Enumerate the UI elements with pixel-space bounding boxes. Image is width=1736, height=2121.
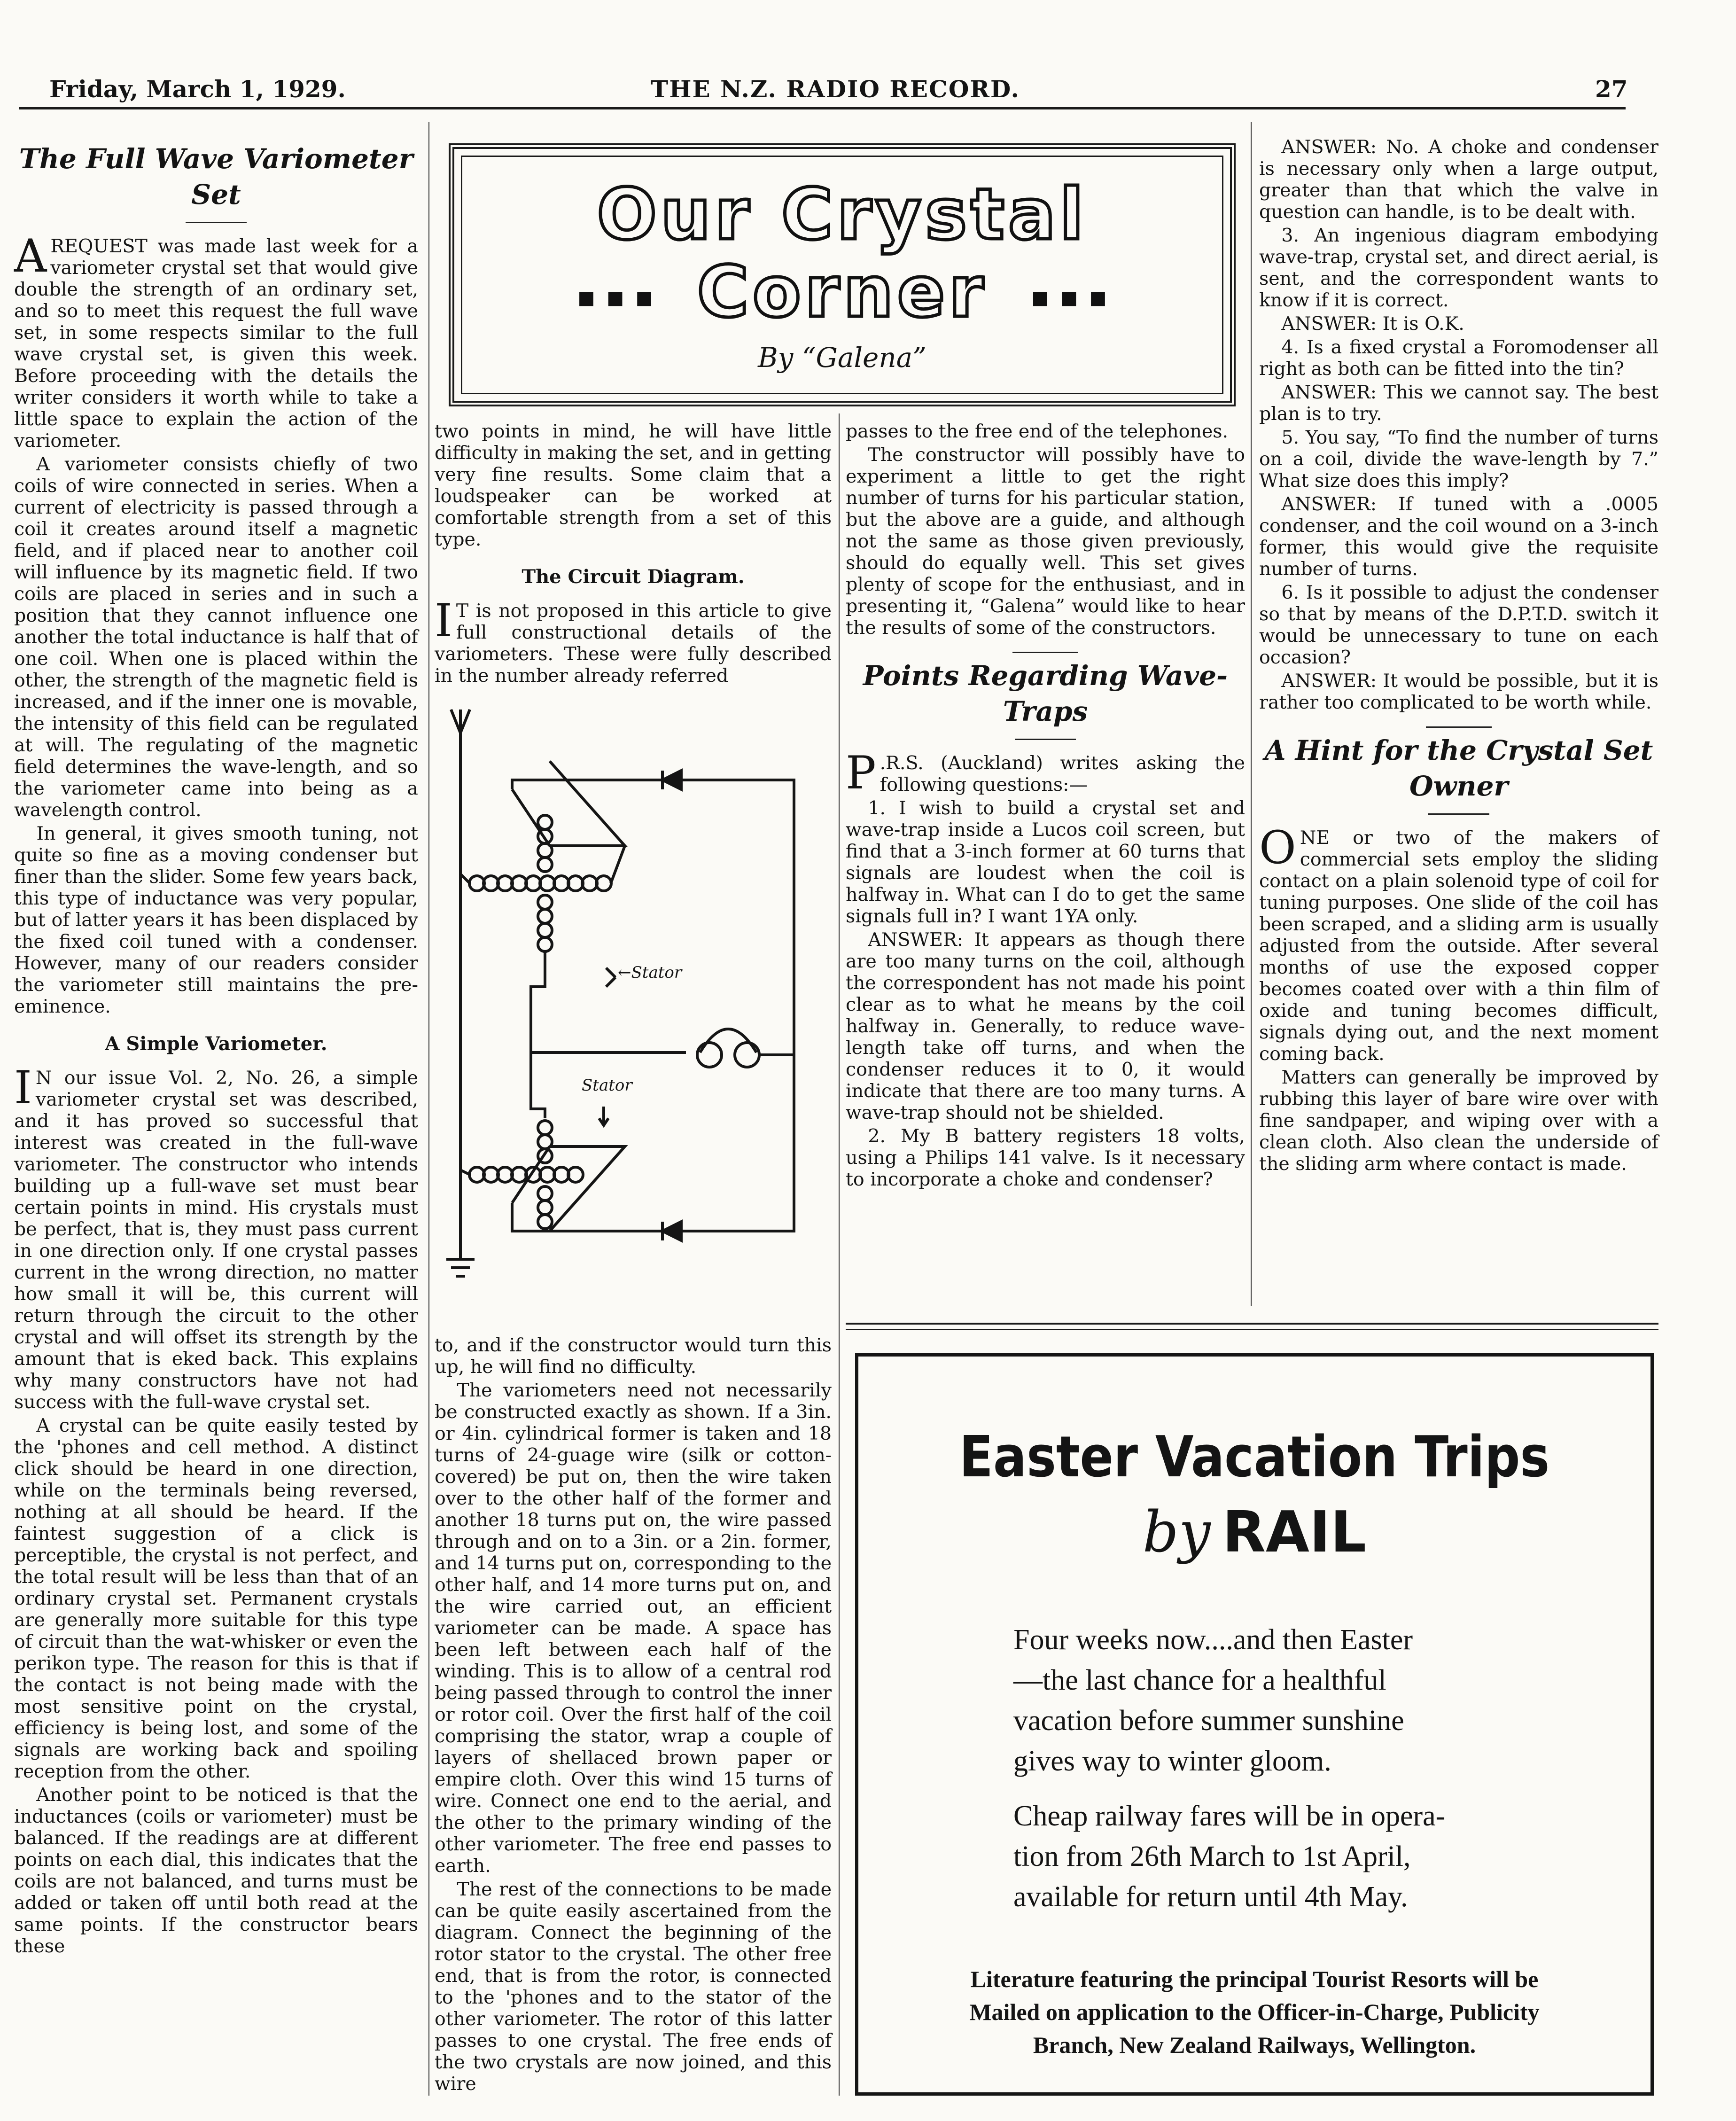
banner-title-line1: Our Crystal [597, 174, 1088, 256]
label-arrow-top [606, 968, 615, 987]
stator-coil-top [469, 876, 611, 891]
paragraph: passes to the free end of the telephones. [846, 421, 1229, 442]
column-divider [1251, 122, 1252, 1306]
section-rule [1012, 652, 1078, 653]
rail-advertisement [855, 1353, 1654, 2096]
paragraph: ANSWER: It is O.K. [1281, 313, 1464, 335]
paragraph: 6. Is it possible to adjust the condenser so that by means of the D.P.T.D. switch it would be unnecessary to tune on each occasion? [1259, 582, 1658, 668]
paragraph: two points in mind, he will have little difficulty in making the set, and in getting very fine results. Some claim that a loudspeaker can be worked at comfortable strength from a set of this type. [435, 421, 832, 550]
circuit-wire [531, 1006, 686, 1053]
issue-date: Friday, March 1, 1929. [49, 75, 346, 103]
column-2-bottom [435, 1334, 832, 2097]
paragraph: 1. I wish to build a crystal set and wave-trap inside a Lucos coil screen, but find that a 3-inch former at 60 turns that signals are loudest when the coil is halfway in. What can I do to get the same signals full in? I want 1YA only. [846, 797, 1245, 927]
paragraph: 2. My B battery registers 18 volts, using a Philips 141 valve. Is it necessary to incorporate a choke and condenser? [846, 1125, 1245, 1190]
circuit-wire [512, 780, 794, 1231]
banner-ornament-right: ▪ ▪ ▪ [1030, 280, 1108, 313]
heading-rule [1428, 813, 1489, 815]
ad-headline: Easter Vacation Trips [959, 1425, 1550, 1490]
crystal-top [662, 771, 681, 789]
crystal-bottom [662, 1222, 681, 1240]
column-4 [1259, 136, 1658, 1177]
coil-frame-top [512, 761, 625, 846]
paragraph: A variometer consists chiefly of two coils of wire connected in series. When a current of electricity is passed through a coil it creates around itself a magnetic field, and if placed near to another coil will influence by its magnetic field. If two coils are placed in series and in such a position that they cannot influence one another the total inductance is half that of one coil. When one is placed within the other, the strength of the magnetic field is increased, and if the inner one is movable, the intensity of this field can be regulated at will. The regulating of the magnetic field determines the wave-length, and so the variometer came into being as a wavelength control. [14, 453, 418, 821]
paragraph: ANSWER: If tuned with a .0005 condenser, and the coil wound on a 3-inch former, this would give the requisite number of turns. [1259, 493, 1658, 580]
ad-separator-rule [846, 1323, 1658, 1325]
paragraph: ANSWER: It appears as though there are too many turns on the coil, although the correspondent has not made his point clear as to what he means by the coil halfway in. Generally, to reduce wave-length take off turns, and when the condenser reduces it to 0, it would indicate that there are too many turns. A wave-trap should not be shielded. [846, 929, 1245, 1123]
paragraph: AREQUEST was made last week for a variometer crystal set that would give double the strength of an ordinary set, and so to meet this request the full wave set, in some respects similar to the full wave crystal set, is given this week. Before proceeding with the details the writer considers it worth while to take a little space to explain the action of the variometer. [14, 230, 418, 452]
paragraph: ANSWER: It would be possible, but it is rather too complicated to be worth while. [1259, 670, 1658, 713]
banner-box [449, 143, 1236, 406]
label-arrow-bottom [599, 1107, 608, 1125]
section-rule [1426, 726, 1492, 728]
paragraph: Another point to be noticed is that the inductances (coils or variometer) must be balanced. If the readings are at different points on each dial, this indicates that the coils are not balanced, and turns must be added or taken off until both read at the same points. If the constructor bears these [14, 1784, 418, 1957]
earth-symbol [446, 1250, 475, 1276]
column-1 [14, 136, 418, 1959]
paragraph: I N our issue Vol. 2, No. 26, a simple variometer crystal set was described, and it has proved so successful that interest was created in the full-wave variometer. The constructor who intends building up a full-wave set must bear certain points in mind. His crystals must be perfect, that is, they must pass current in one direction only. If one crystal passes current in the wrong direction, no matter how small it will be, this current will return through the circuit to the other crystal and will offset its strength by the amount that is eked back. This explains why many constructors have not had success with the full-wave crystal set. [14, 1061, 418, 1413]
paragraph: The variometers need not necessarily be constructed exactly as shown. If a 3in. or 4in. cylindrical former is taken and 18 turns of 24-guage wire (silk or cotton-covered) be put on, then the wire taken over to the other half of the former and another 18 turns put on, the wire passed through and on to a 3in. or a 2in. former, and 14 turns put on, corresponding to the other half, and 14 more turns put on, and the wire carried out, an efficient variometer can be made. A space has been left between each half of the winding. This is to allow of a central rod being passed through to control the inner or rotor coil. Over the first half of the coil comprising the stator, wrap a couple of layers of shellaced brown paper or empire cloth. Over this wind 15 turns of wire. Connect one end to the aerial, and the other to the primary winding of the other variometer. The free end passes to earth. [435, 1380, 832, 1877]
column-divider [839, 413, 840, 2096]
heading-rule [186, 222, 247, 223]
column-divider [428, 122, 429, 2096]
ad-separator-rule [846, 1329, 1658, 1330]
circuit-diagram [437, 705, 832, 1297]
banner-byline: By “Galena” [758, 342, 926, 374]
page-number: 27 [1595, 75, 1628, 103]
paragraph: 3. An ingenious diagram embodying wave-trap, crystal set, and direct aerial, is sent, and the correspondent wants to know if it is correct. [1259, 225, 1658, 311]
subheading: The Circuit Diagram. [522, 566, 745, 588]
article-heading: A Hint for the Crystal Set Owner [1264, 734, 1653, 802]
ad-body-1: Four weeks now....and then Easter —the last chance for a healthful vacation before summer sunshine gives way to winter gloom. [1013, 1624, 1413, 1777]
coil-frame-bottom [460, 1146, 625, 1231]
paragraph: The rest of the connections to be made can be quite easily ascertained from the diagram. Connect the beginning of the rotor stator to the crystal. The other free end, that is from the rotor, is connected to the 'phones and to the stator of the other variometer. The rotor of this latter passes to one crystal. The free ends of the two crystals are now joined, and this wire [435, 1879, 832, 2095]
headphones-symbol [697, 1029, 794, 1067]
paragraph: ANSWER: This we cannot say. The best plan is to try. [1259, 382, 1658, 425]
paragraph: to, and if the constructor would turn this up, he will find no difficulty. [435, 1334, 832, 1378]
article-heading: Points Regarding Wave- Traps [863, 660, 1228, 727]
paragraph: ONE or two of the makers of commercial sets employ the sliding contact on a plain solenoid type of coil for tuning purposes. One slide of the coil has been scraped, and a sliding arm is usually adjusted from the outside. After several months of use the exposed copper becomes coated over with a thin film of oxide and tuning becomes difficult, signals dying out, and the next moment coming back. [1259, 821, 1658, 1065]
paragraph: The constructor will possibly have to experiment a little to get the right number of turns for his particular station, but the above are a guide, and although not the same as those given previously, should do equally well. This set gives plenty of scope for the enthusiast, and in presenting it, “Galena” would like to hear the results of some of the constructors. [846, 444, 1245, 639]
banner-ornament-left: ▪ ▪ ▪ [576, 280, 654, 313]
paragraph: 4. Is a fixed crystal a Foromodenser all right as both can be fitted into the tin? [1259, 336, 1658, 380]
header-rule [19, 107, 1626, 109]
paragraph: Matters can generally be improved by rubbing this layer of bare wire over with fine sandpaper, and wiping over with a clean cloth. Also clean the underside of the sliding arm where contact is made. [1259, 1067, 1658, 1175]
diagram-label-stator-bottom: Stator [582, 1076, 632, 1095]
subheading: A Simple Variometer. [105, 1033, 327, 1055]
paragraph: A crystal can be quite easily tested by the 'phones and cell method. A distinct click should be heard in one direction, while on the terminals being reversed, nothing at all should be heard. If the faintest suggestion of a click is perceptible, the crystal is not perfect, and the total result will be less than that of an ordinary crystal set. Permanent crystals are generally more suitable for this type of circuit than the wat-whisker or even the perikon type. The reason for this is that if the contact is not being made with the most sensitive point on the crystal, efficiency is being lost, and some of the signals are working back and spoiling reception from the other. [14, 1415, 418, 1782]
paragraph: ANSWER: No. A choke and condenser is necessary only when a large output, greater than that which the valve in question can handle, is to be dealt with. [1259, 136, 1658, 223]
paragraph: 5. You say, “To find the number of turns on a coil, divide the wave-length by 7.” What size does this imply? [1259, 427, 1658, 491]
ad-footer: Literature featuring the principal Tourist Resorts will be Mailed on application to the Officer-in-Charge, Publicity Branch, New Zealand Railways, Wellington. [969, 1966, 1540, 2058]
column-3 [846, 421, 1245, 1192]
circuit-wire [531, 1053, 545, 1118]
paragraph: P .R.S. (Auckland) writes asking the following questions:— [846, 747, 1245, 799]
article-heading: The Full Wave Variometer Set [19, 143, 413, 211]
column-2-top [435, 421, 832, 688]
heading-rule [1015, 739, 1076, 740]
diagram-label-stator-top: ←Stator [618, 963, 682, 982]
paragraph: In general, it gives smooth tuning, not quite so fine as a moving condenser but finer than the slider. Some few years back, this type of inductance was very popular, but of latter years it has been displaced by the fixed coil tuned with a condenser. However, many of our readers consider the variometer still maintains the pre-eminence. [14, 823, 418, 1017]
banner-title-line2: Corner [697, 251, 988, 333]
paragraph: I T is not proposed in this article to give full constructional details of the variometers. These were fully described in the number already referred [435, 594, 832, 686]
ad-subheadline: by RAIL [1142, 1500, 1367, 1565]
ad-body-2: Cheap railway fares will be in opera- tion from 26th March to 1st April, available for return until 4th May. [1013, 1800, 1446, 1913]
masthead: THE N.Z. RADIO RECORD. [651, 75, 1020, 103]
aerial-symbol [451, 710, 470, 1259]
